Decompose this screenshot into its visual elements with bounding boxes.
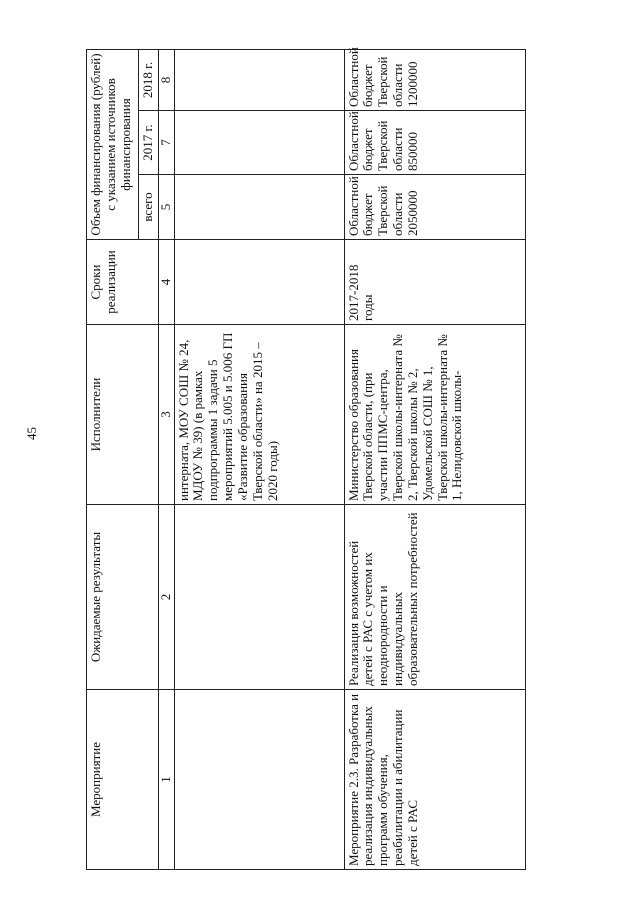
column-number: 3 (158, 325, 174, 505)
row2-total: Областной бюджет Тверской области 2050000 (344, 175, 525, 240)
row2-2017: Областной бюджет Тверской области 850000 (344, 111, 525, 175)
header-funding: Объем финансирования (рублей) с указанием источников финансирования (87, 49, 139, 239)
row2-event: Мероприятие 2.3. Разработка и реализация индивидуальных программ обучения, реабилитации и абилитации детей с РАС (344, 690, 525, 870)
row2-period: 2017-2018 годы (344, 240, 525, 325)
column-number: 4 (158, 240, 174, 325)
row2-results: Реализация возможностей детей с РАС с учетом их неоднородности и индивидуальных образовательных потребностей (344, 505, 525, 690)
header-2018: 2018 г. (139, 49, 159, 110)
header-period: Сроки реализации (87, 240, 159, 325)
header-executors: Исполнители (87, 325, 159, 505)
header-total: всего (139, 175, 159, 240)
row1-2017 (174, 111, 344, 175)
row1-2018 (174, 49, 344, 110)
row2-executors: Министерство образования Тверской области, (при участии ППМС-центра, Тверской школы-интерната № 2, Тверской школы № 2, Удомельской СОШ № 1, Тверской школы-интерната № 1, Нелидовской школы- (344, 325, 525, 505)
column-number: 1 (158, 690, 174, 870)
row1-total (174, 175, 344, 240)
row1-results (174, 505, 344, 690)
column-number-row (158, 49, 174, 869)
row2-2018: Областной бюджет Тверской области 1200000 (344, 49, 525, 110)
table-row (344, 49, 525, 869)
document-table-rotated (86, 47, 526, 870)
row1-event (174, 690, 344, 870)
row1-executors: интерната, МОУ СОШ № 24, МДОУ № 39) (в рамках подпрограммы 1 задачи 5 мероприятий 5.005 и 5.006 ГП «Развитие образования Тверской области» на 2015 – 2020 годы) (174, 325, 344, 505)
column-number: 8 (158, 49, 174, 110)
header-2017: 2017 г. (139, 111, 159, 175)
header-event: Мероприятие (87, 690, 159, 870)
table-row (174, 49, 344, 869)
row1-period (174, 240, 344, 325)
column-number: 7 (158, 111, 174, 175)
column-number: 5 (158, 175, 174, 240)
page-number: 45 (24, 427, 39, 440)
funding-table (86, 49, 526, 870)
header-results: Ожидаемые результаты (87, 505, 159, 690)
column-number: 2 (158, 505, 174, 690)
